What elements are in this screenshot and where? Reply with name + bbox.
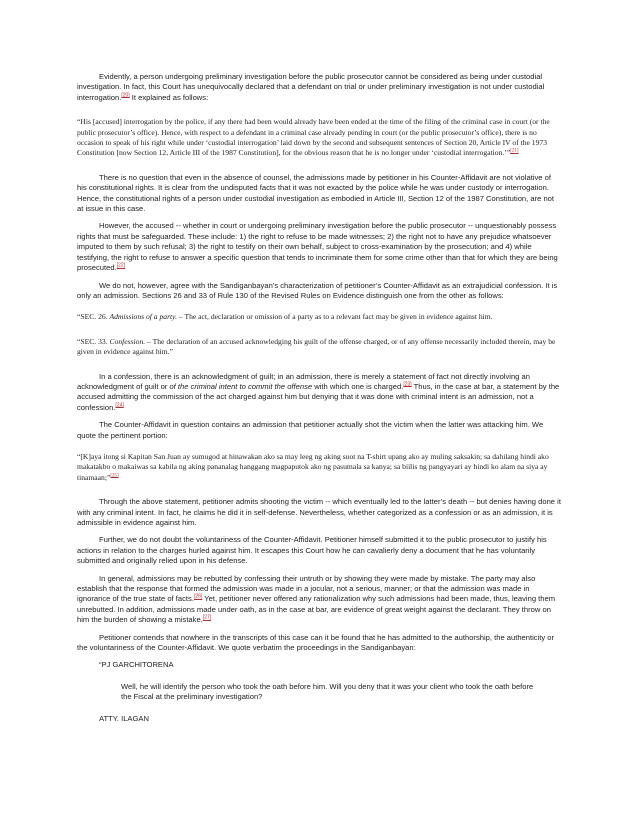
text-run: Petitioner contends that nowhere in the transcripts of this case can it be found that he has admitted to the authorship, the authenticity or the voluntariness of the Counter-Affidavit. We quote verbatim the proceedings in the Sandiganbayan:	[77, 632, 555, 653]
text-run: “[K]aya itong si Kapitan San Juan ay sumugod at hinawakan ako sa may leeg ng aking suot na T-shirt upang ako ay muling saksakin; sa dahilang hindi ako makatakbo o makaiwas sa kabila ng aking pananalag hanggang magpaputok ako ng pasumala sa kanya; sa biilis ng pangyayari ay hindi ko alam na siya ay tinamaan;”	[77, 451, 549, 482]
footnote-link[interactable]: [22]	[116, 262, 126, 269]
document-body	[77, 72, 562, 724]
text-run: ATTY. ILAGAN	[99, 713, 149, 723]
paragraph	[77, 72, 562, 103]
text-run: – The act, declaration or omission of a party as to a relevant fact may be given in evidence against him.	[177, 312, 493, 322]
text-run: In general, admissions may be rebutted by confessing their untruth or by showing they were made by mistake. The party may also establish that the response that formed the admission was made in a jocular, not a serious, manner; or that the admission was made in ignorance of the true state of facts.	[77, 573, 536, 604]
text-run: In a confession, there is an acknowledgment of guilt; in an admission, there is merely a statement of fact not directly involving an acknowledgment of guilt or	[77, 371, 530, 391]
text-run: “His [accused] interrogation by the police, if any there had been would already have been ended at the time of the filing of the criminal case in court (or the public prosecutor’s office). Hence, with respect to a defendant in a criminal case already pending in court (or the public prosecutor’s office), there is no occasion to speak of his right while under ‘custodial interrogation’ laid down by the second and subsequent sentences of Section 20, Article IV of the 1973 Constitution [now Section 12, Article III of the 1987 Constitution], for the obvious reason that he is no longer under ‘custodial interrogation.’”	[77, 117, 550, 158]
text-run: Yet, petitioner never offered any rationalization why such admissions had been made, thus, leaving them unrebutted. In addition, admissions made under oath, as in the case at bar, are evidence of great weight against the declarant. They throw on him the burden of showing a mistake.	[77, 594, 556, 625]
text-run: Evidently, a person undergoing preliminary investigation before the public prosecutor cannot be considered as being under custodial investigation. In fact, this Court has unequivocally declared that a defendant on trial or under preliminary investigation is not under custodial interrogation.	[77, 72, 545, 102]
paragraph	[77, 221, 562, 273]
text-run: – The declaration of an accused acknowledging his guilt of the offense charged, or of any offense necessarily included therein, may be given in evidence against him.”	[77, 336, 556, 357]
paragraph	[77, 420, 562, 441]
footnote-link[interactable]: [25]	[110, 473, 119, 479]
footnote-link[interactable]: [26]	[193, 593, 203, 600]
text-run: Thus, in the case at bar, a statement by the accused admitting the commission of the act charged against him but denying that it was done with criminal intent is an admission, not a confession.	[77, 381, 560, 412]
text-run: “SEC. 33.	[77, 336, 110, 346]
footnote-link[interactable]: [27]	[202, 614, 212, 621]
footnote-link[interactable]: [24]	[115, 402, 124, 409]
transcript-line	[121, 682, 542, 703]
text-run: It explained as follows:	[129, 92, 209, 102]
footnote-link[interactable]: [23]	[403, 381, 412, 388]
text-run: We do not, however, agree with the Sandiganbayan’s characterization of petitioner’s Counter-Affidavit as an extrajudicial confession. It is only an admission. Sections 26 and 33 of Rule 130 of the Revised Rules on Evidence distinguish one from the other as follows:	[77, 280, 558, 300]
quoted-statement	[77, 452, 562, 483]
italic-text: of the criminal intent to commit the offense	[169, 381, 313, 391]
paragraph	[77, 372, 562, 414]
text-run: Well, he will identify the person who took the oath before him. Will you deny that it was your client who took the oath before the Fiscal at the preliminary investigation?	[121, 681, 534, 702]
paragraph	[77, 574, 562, 626]
text-run: with which one is charged.	[312, 381, 404, 391]
italic-text: Confession.	[109, 336, 146, 346]
quoted-rule	[77, 337, 562, 358]
transcript-speaker	[99, 660, 562, 670]
quoted-paragraph	[77, 117, 562, 159]
text-run: Through the above statement, petitioner admits shooting the victim -- which eventually led to the latter’s death -- but denies having done it with any criminal intent. In fact, he claims he did it in self-defense. Nevertheless, whether categorized as a confession or as an admission, it is admissible in evidence against him.	[77, 497, 561, 527]
text-run: Further, we do not doubt the voluntariness of the Counter-Affidavit. Petitioner himself submitted it to the public prosecutor to justify his actions in relation to the charges hurled against him. It escapes this Court how he can cavalierly deny a document that he has voluntarily submitted and originally relied upon in his defense.	[77, 535, 547, 566]
italic-text: Admissions of a party.	[109, 312, 178, 322]
text-run: “PJ GARCHITORENA	[99, 660, 174, 670]
text-run: However, the accused -- whether in court or undergoing preliminary investigation before the public prosecutor -- unquestionably possess rights that must be safeguarded. These include: 1) the right to refuse to be made witnesses; 2) the right not to have any prejudice whatsoever imputed to them by such refusal; 3) the right to testify on their own behalf, subject to cross-examination by the prosecution; and 4) while testifying, the right to refuse to answer a specific question that tends to incriminate them for some crime other than that for which they are being prosecuted.	[77, 221, 558, 273]
paragraph	[77, 535, 562, 566]
footnote-link[interactable]: [21]	[510, 148, 519, 154]
paragraph	[77, 281, 562, 302]
footnote-link[interactable]: [20]	[121, 92, 130, 99]
quoted-rule	[77, 312, 562, 322]
paragraph	[77, 497, 562, 528]
text-run: “SEC. 26.	[77, 312, 110, 322]
text-run: There is no question that even in the absence of counsel, the admissions made by petitioner in his Counter-Affidavit are not violative of his constitutional rights. It is clear from the undisputed facts that it was not exacted by the police while he was under custody or interrogation. Hence, the constitutional rights of a person under custodial investigation as embodied in Article III, Section 12 of the 1987 Constitution, are not at issue in this case.	[77, 172, 555, 214]
paragraph	[77, 173, 562, 215]
text-run: The Counter-Affidavit in question contains an admission that petitioner actually shot the victim when the latter was attacking him. We quote the pertinent portion:	[77, 420, 544, 440]
transcript-speaker	[99, 714, 562, 724]
paragraph	[77, 633, 562, 654]
